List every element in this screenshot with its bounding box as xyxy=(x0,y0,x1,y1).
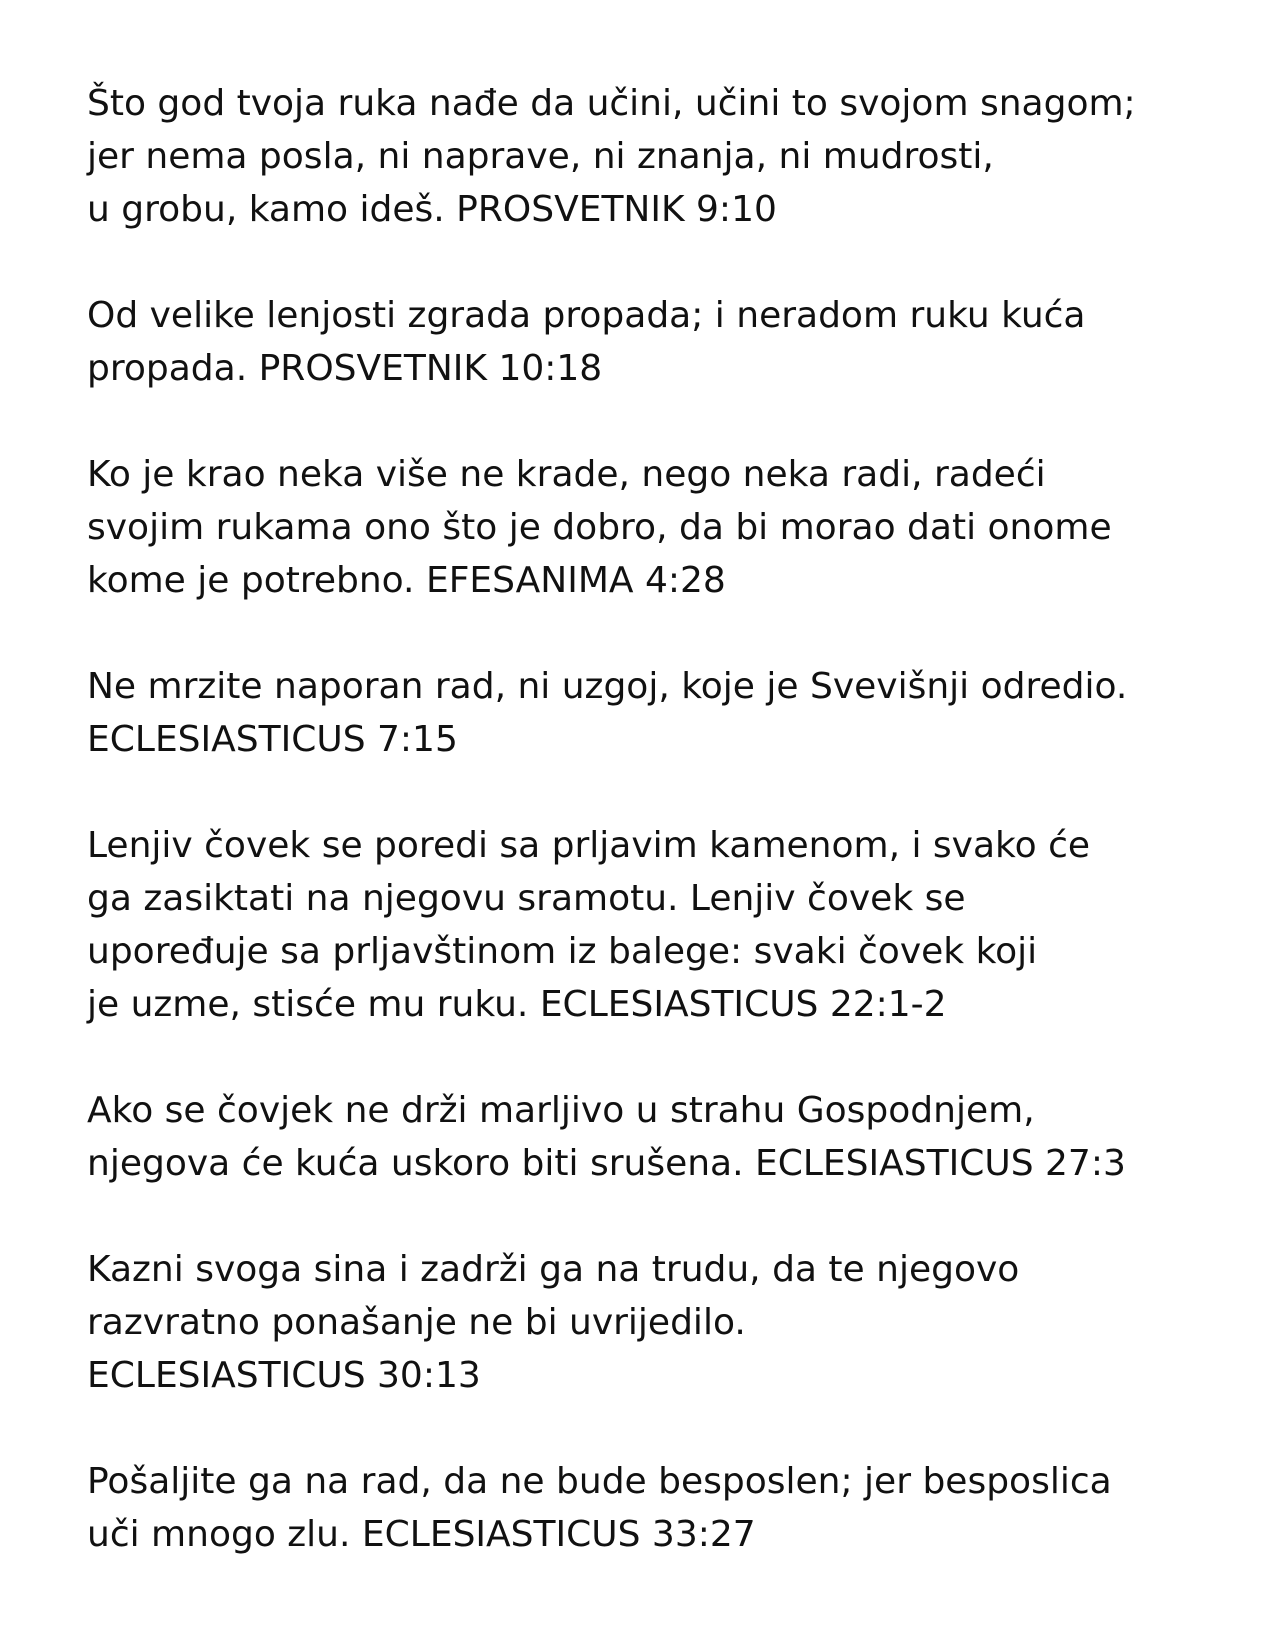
passage-line: je uzme, stisće mu ruku. ECLESIASTICUS 22:1-2 xyxy=(87,984,947,1025)
passage-eclesiasticus-27-3 xyxy=(87,1084,1237,1190)
passage-line: ga zasiktati na njegovu sramotu. Lenjiv čovek se xyxy=(87,878,966,919)
passage-line: Što god tvoja ruka nađe da učini, učini to svojom snagom; xyxy=(87,83,1136,124)
passage-line: ECLESIASTICUS 30:13 xyxy=(87,1355,481,1396)
passage-line: Od velike lenjosti zgrada propada; i neradom ruku kuća xyxy=(87,295,1086,336)
passage-line: u grobu, kamo ideš. PROSVETNIK 9:10 xyxy=(87,189,777,230)
passage-line: jer nema posla, ni naprave, ni znanja, ni mudrosti, xyxy=(87,136,994,177)
passage-line: Ako se čovjek ne drži marljivo u strahu Gospodnjem, xyxy=(87,1090,1035,1131)
passage-line: kome je potrebno. EFESANIMA 4:28 xyxy=(87,560,726,601)
passage-line: propada. PROSVETNIK 10:18 xyxy=(87,348,603,389)
passage-line: Ne mrzite naporan rad, ni uzgoj, koje je Svevišnji odredio. xyxy=(87,666,1128,707)
passage-line: Lenjiv čovek se poredi sa prljavim kamenom, i svako će xyxy=(87,825,1091,866)
passage-eclesiasticus-30-13 xyxy=(87,1243,1237,1402)
passage-efesanima-4-28 xyxy=(87,448,1237,607)
passage-line: Kazni svoga sina i zadrži ga na trudu, da te njegovo xyxy=(87,1249,1020,1290)
passage-line: uči mnogo zlu. ECLESIASTICUS 33:27 xyxy=(87,1514,756,1555)
passage-line: upoređuje sa prljavštinom iz balege: svaki čovek koji xyxy=(87,931,1038,972)
passage-prosvetnik-9-10 xyxy=(87,77,1237,236)
passage-eclesiasticus-22-1-2 xyxy=(87,819,1237,1031)
passage-line: Pošaljite ga na rad, da ne bude besposlen; jer besposlica xyxy=(87,1461,1112,1502)
passage-prosvetnik-10-18 xyxy=(87,289,1237,395)
passage-list xyxy=(87,77,1237,1614)
passage-line: razvratno ponašanje ne bi uvrijedilo. xyxy=(87,1302,746,1343)
passage-line: Ko je krao neka više ne krade, nego neka radi, radeći xyxy=(87,454,1046,495)
passage-line: svojim rukama ono što je dobro, da bi morao dati onome xyxy=(87,507,1112,548)
passage-eclesiasticus-33-27 xyxy=(87,1455,1237,1561)
passage-eclesiasticus-7-15 xyxy=(87,660,1237,766)
passage-line: njegova će kuća uskoro biti srušena. ECLESIASTICUS 27:3 xyxy=(87,1143,1126,1184)
passage-line: ECLESIASTICUS 7:15 xyxy=(87,719,458,760)
